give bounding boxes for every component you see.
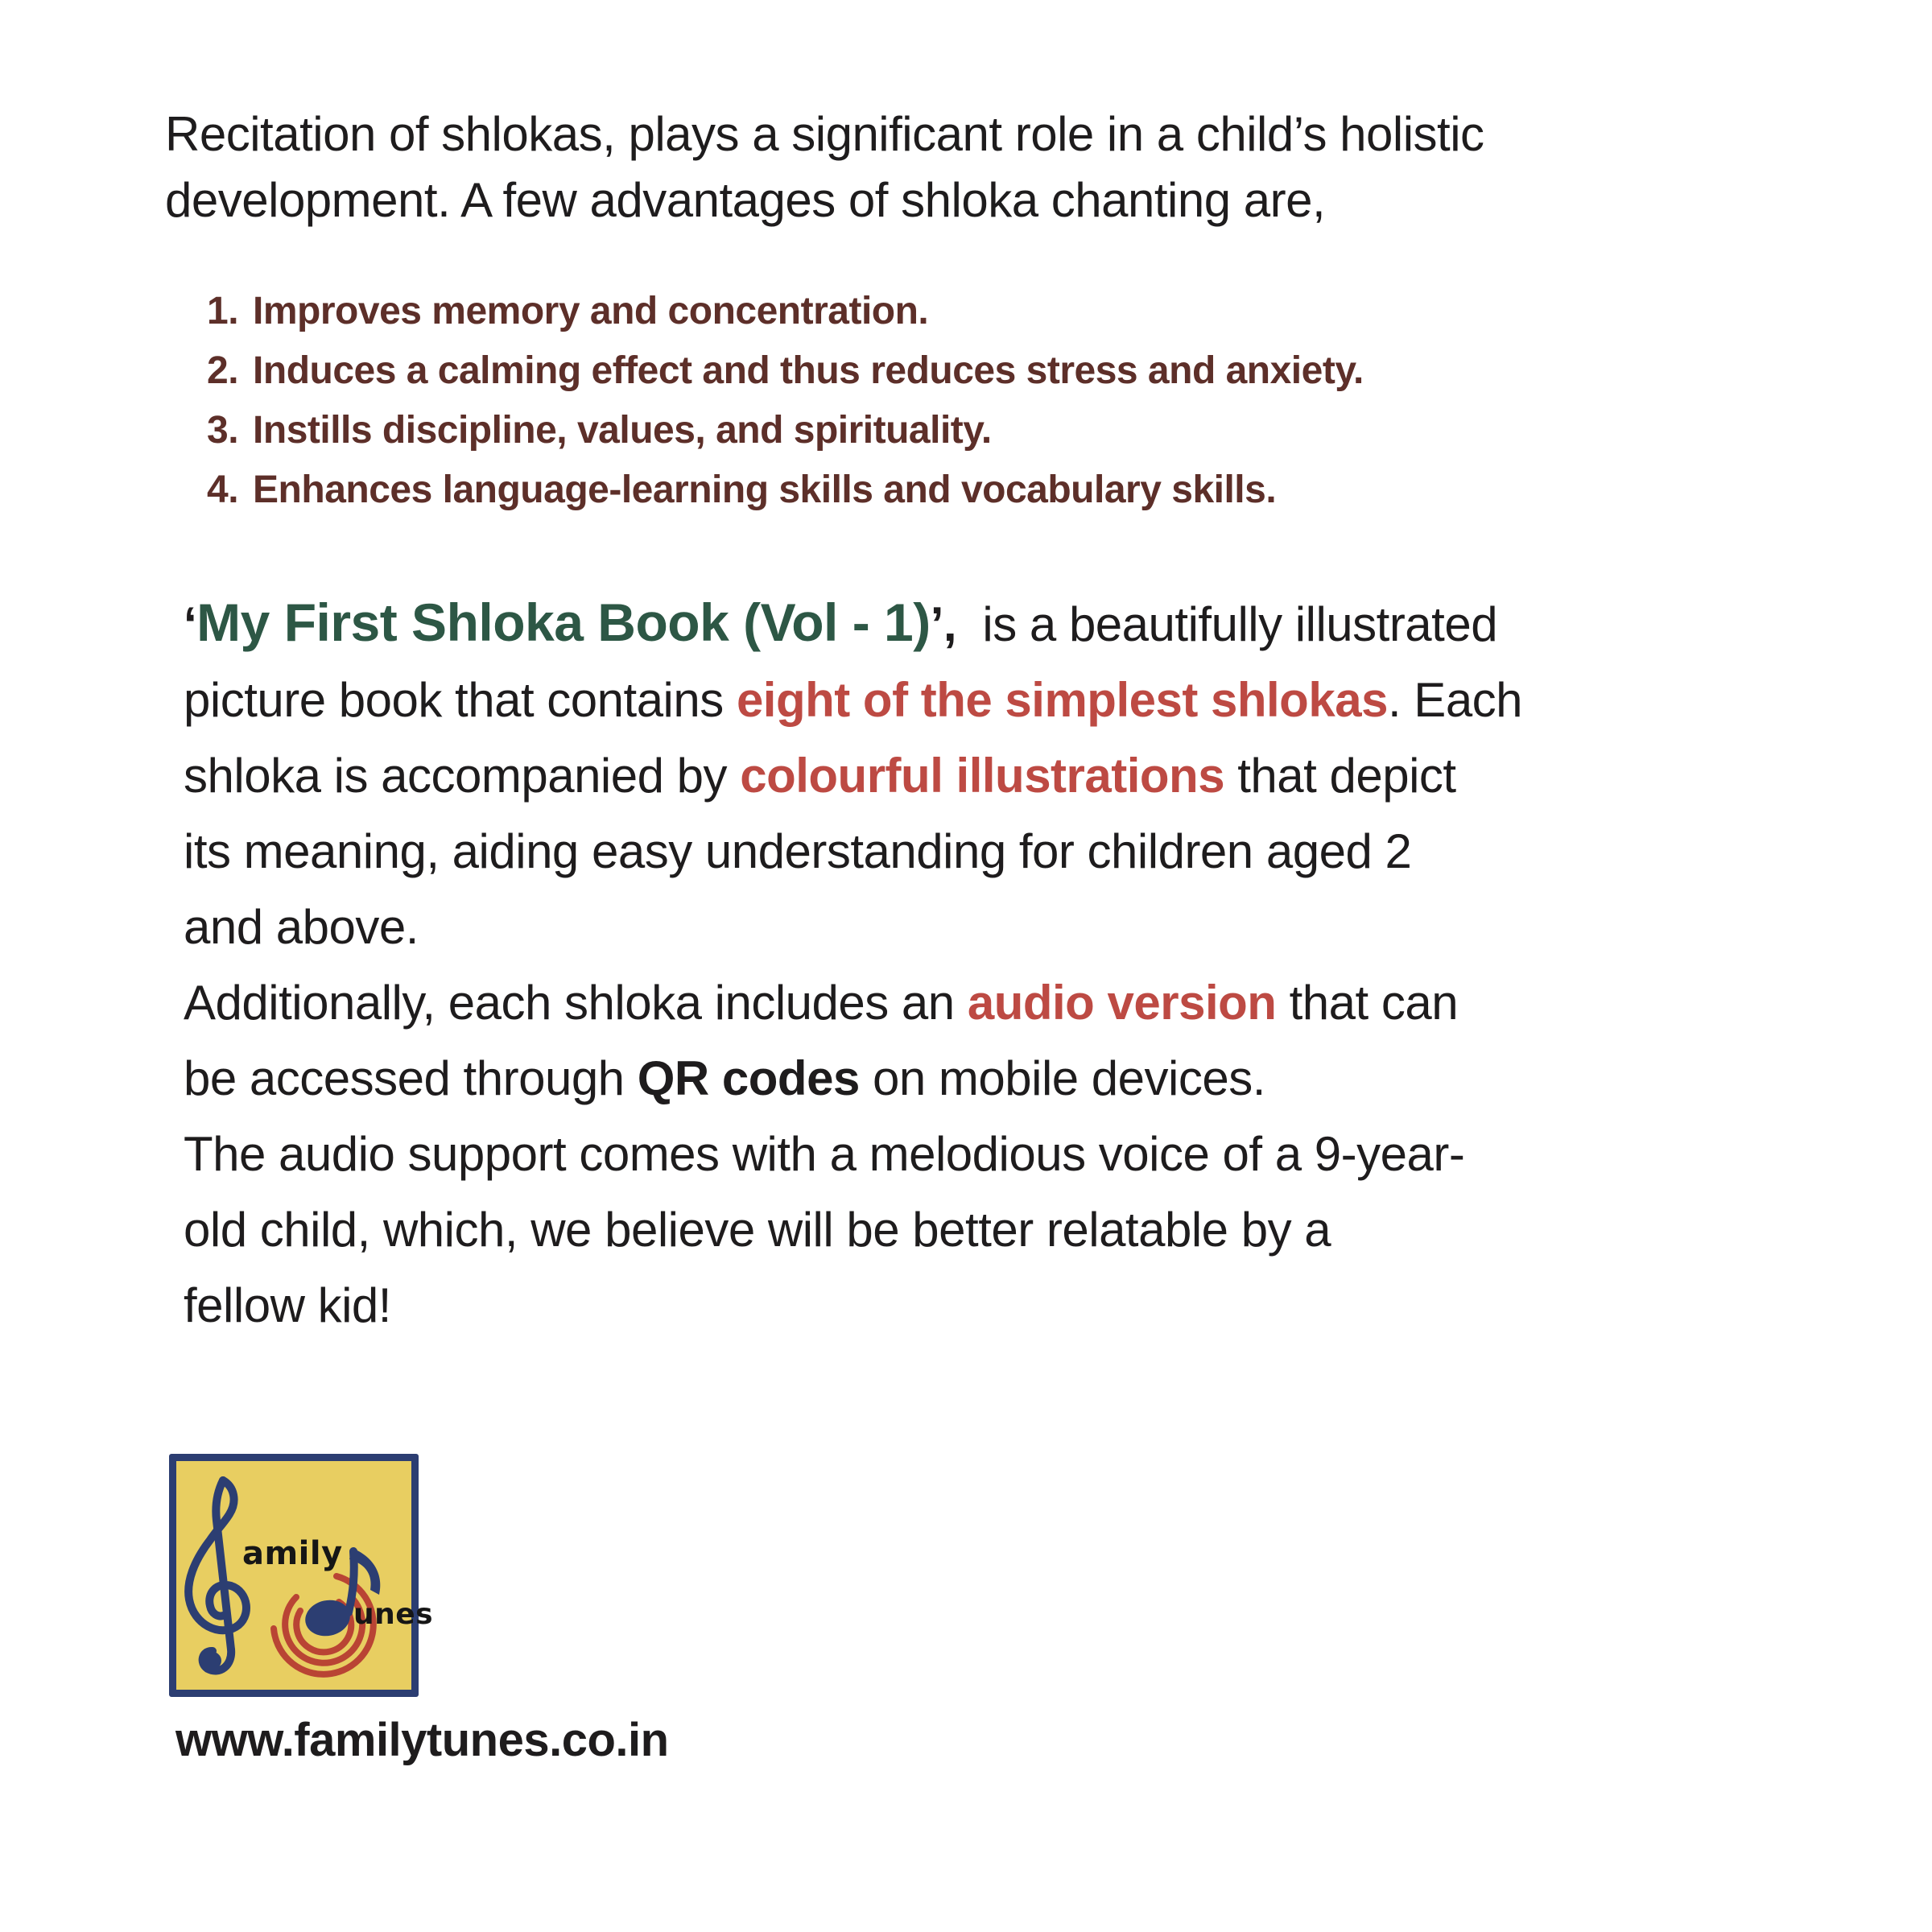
text-line [184,965,1522,1041]
text-run: eight of the simplest shlokas [736,673,1388,727]
text-line [184,738,1522,814]
benefit-text: Improves memory and concentration. [253,290,929,332]
treble-clef-icon [188,1480,246,1671]
text-run: is a beautifully illustrated [956,597,1498,651]
text-run: Additionally, each shloka includes an [184,976,968,1030]
description-paragraph [184,584,1522,1344]
text-run: Recitation of shlokas, plays a significant role in a child’s holistic [165,107,1484,161]
logo-artwork [176,1461,411,1690]
benefit-number: 4. [207,469,239,511]
text-run: ‘ [184,597,197,651]
text-line [184,584,1522,663]
text-run: be accessed through [184,1051,638,1105]
benefit-number: 1. [207,290,239,332]
text-line [184,1041,1522,1117]
text-line [184,814,1522,890]
family-tunes-logo [169,1454,434,1697]
benefits-list [207,282,1364,520]
benefit-text: Enhances language-learning skills and vocabulary skills. [253,469,1277,511]
benefit-number: 3. [207,409,239,452]
text-run: QR codes [637,1051,860,1105]
text-run: shloka is accompanied by [184,749,741,803]
text-line [184,663,1522,738]
text-run: My First Shloka Book (Vol - 1) [196,592,931,652]
logo-text-amily: amily [242,1535,343,1572]
text-run: colourful illustrations [740,749,1225,803]
text-run: that can [1276,976,1459,1030]
text-run: old child, which, we believe will be better relatable by a [184,1203,1331,1257]
text-line [184,1268,1522,1344]
logo-text-unes: unes [353,1598,434,1631]
benefit-text: Instills discipline, values, and spirituality. [253,409,992,452]
text-line [165,167,1484,233]
text-run: fellow kid! [184,1278,391,1332]
intro-paragraph [165,101,1484,233]
text-run: The audio support comes with a melodious voice of a 9-year- [184,1127,1465,1181]
text-run: ’, [930,597,957,651]
benefit-item [207,460,1364,520]
text-run: its meaning, aiding easy understanding for children aged 2 [184,824,1412,878]
text-line [184,890,1522,965]
benefit-text: Induces a calming effect and thus reduces stress and anxiety. [253,349,1364,392]
benefit-item [207,282,1364,341]
benefit-item [207,341,1364,401]
benefit-number: 2. [207,349,239,392]
text-line [165,101,1484,167]
text-run: picture book that contains [184,673,737,727]
benefit-item [207,401,1364,460]
text-run: . Each [1387,673,1523,727]
website-url: www.familytunes.co.in [175,1714,669,1766]
text-run: and above. [184,900,419,954]
text-run: on mobile devices. [859,1051,1265,1105]
text-run: that depict [1224,749,1456,803]
text-line [184,1192,1522,1268]
text-run: development. A few advantages of shloka chanting are, [165,173,1326,227]
text-run: audio version [967,976,1277,1030]
text-line [184,1117,1522,1192]
